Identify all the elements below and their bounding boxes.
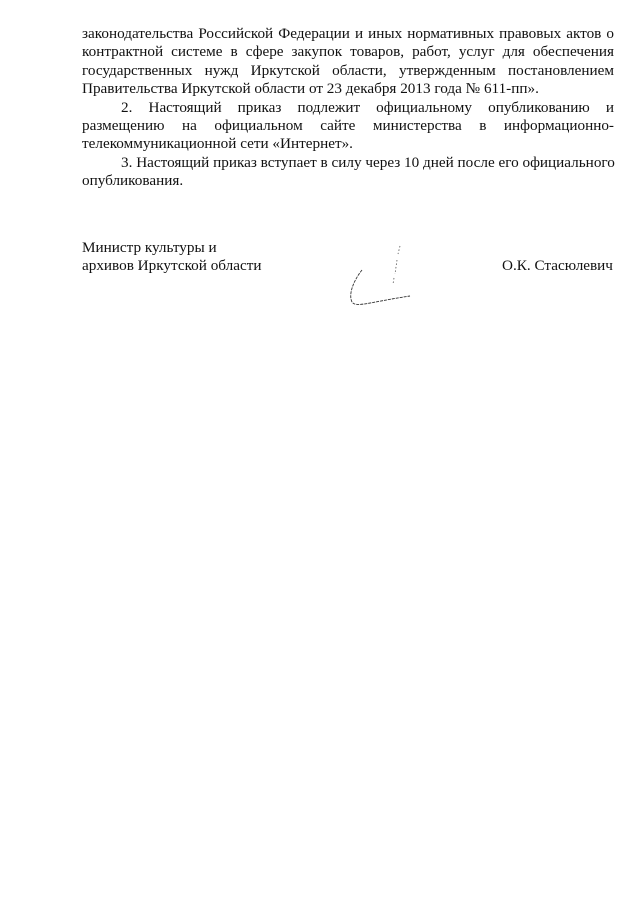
text-line: опубликования.	[82, 172, 184, 190]
text-line: телекоммуникационной сети «Интернет».	[82, 135, 353, 153]
text-line: размещению на официальном сайте министерства в информационно-	[82, 116, 614, 134]
position-line: Министр культуры и	[82, 239, 217, 256]
handwritten-signature	[340, 240, 420, 310]
text-line: контрактной системе в сфере закупок товаров, работ, услуг для обеспечения	[82, 43, 614, 61]
paragraph-2-line: 2. Настоящий приказ подлежит официальному опубликованию и	[121, 98, 614, 116]
text-line: государственных нужд Иркутской области, утвержденным постановлением	[82, 61, 614, 79]
paragraph-3-line: 3. Настоящий приказ вступает в силу через 10 дней после его официального	[121, 153, 615, 171]
signatory-name: О.К. Стасюлевич	[502, 257, 613, 274]
text-line: Правительства Иркутской области от 23 декабря 2013 года № 611-пп».	[82, 80, 539, 98]
document-body	[82, 25, 614, 191]
signatory-position	[82, 239, 261, 276]
text-line: законодательства Российской Федерации и иных нормативных правовых актов о	[82, 25, 614, 42]
position-line: архивов Иркутской области	[82, 257, 262, 275]
